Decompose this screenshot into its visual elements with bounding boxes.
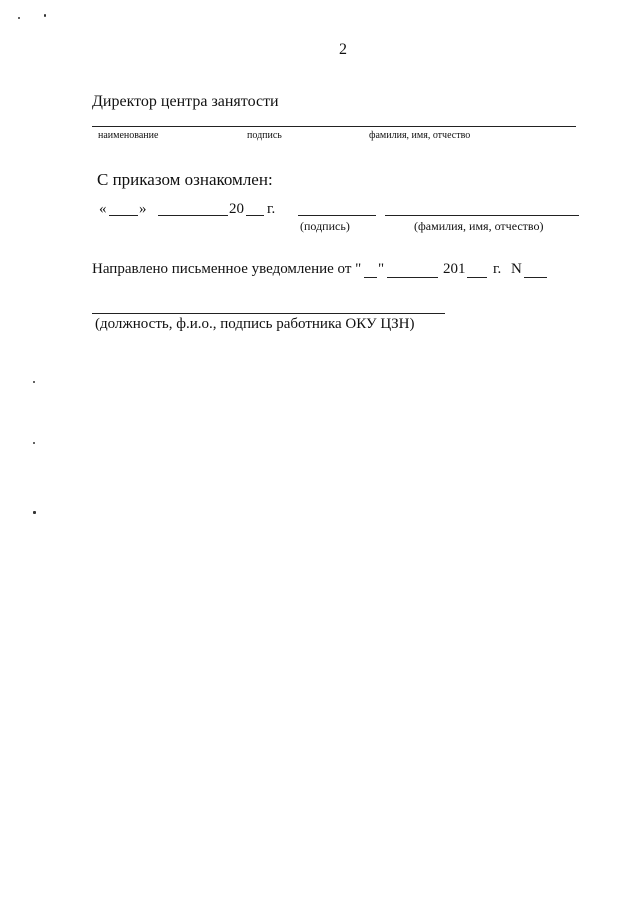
acq-day-line bbox=[109, 215, 138, 216]
notice-year-prefix: 201 bbox=[443, 261, 466, 277]
acq-caption-signature: (подпись) bbox=[300, 219, 350, 233]
acq-year-suffix: г. bbox=[267, 201, 276, 217]
director-line bbox=[92, 126, 576, 127]
director-caption-signature: подпись bbox=[247, 130, 282, 141]
notice-number-label: N bbox=[511, 261, 522, 277]
scan-speck bbox=[33, 381, 35, 383]
scan-speck bbox=[18, 17, 20, 19]
notice-signature-line bbox=[92, 313, 445, 314]
acquainted-heading: С приказом ознакомлен: bbox=[97, 170, 273, 189]
acq-year-prefix: 20 bbox=[229, 201, 244, 217]
acq-date-open: « bbox=[99, 201, 107, 217]
acq-caption-fio: (фамилия, имя, отчество) bbox=[414, 219, 544, 233]
notice-caption: (должность, ф.и.о., подпись работника ОКУ ЦЗН) bbox=[95, 316, 415, 332]
acq-year-line bbox=[246, 215, 264, 216]
notice-number-line bbox=[524, 277, 547, 278]
notice-text: Направлено письменное уведомление от " bbox=[92, 261, 362, 277]
scan-speck bbox=[44, 14, 46, 17]
notice-year-line bbox=[467, 277, 487, 278]
director-caption-name: наименование bbox=[98, 130, 159, 141]
notice-month-line bbox=[387, 277, 438, 278]
director-title: Директор центра занятости bbox=[92, 93, 279, 110]
acq-fio-line bbox=[385, 215, 579, 216]
acq-date-close: » bbox=[139, 201, 147, 217]
director-caption-fio: фамилия, имя, отчество bbox=[369, 130, 471, 141]
acq-signature-line bbox=[298, 215, 376, 216]
page-number: 2 bbox=[339, 41, 347, 58]
scan-speck bbox=[33, 511, 36, 514]
notice-quote-close: " bbox=[378, 261, 385, 277]
notice-day-line bbox=[364, 277, 377, 278]
notice-year-suffix: г. bbox=[493, 261, 502, 277]
scan-speck bbox=[33, 442, 35, 444]
acq-month-line bbox=[158, 215, 228, 216]
